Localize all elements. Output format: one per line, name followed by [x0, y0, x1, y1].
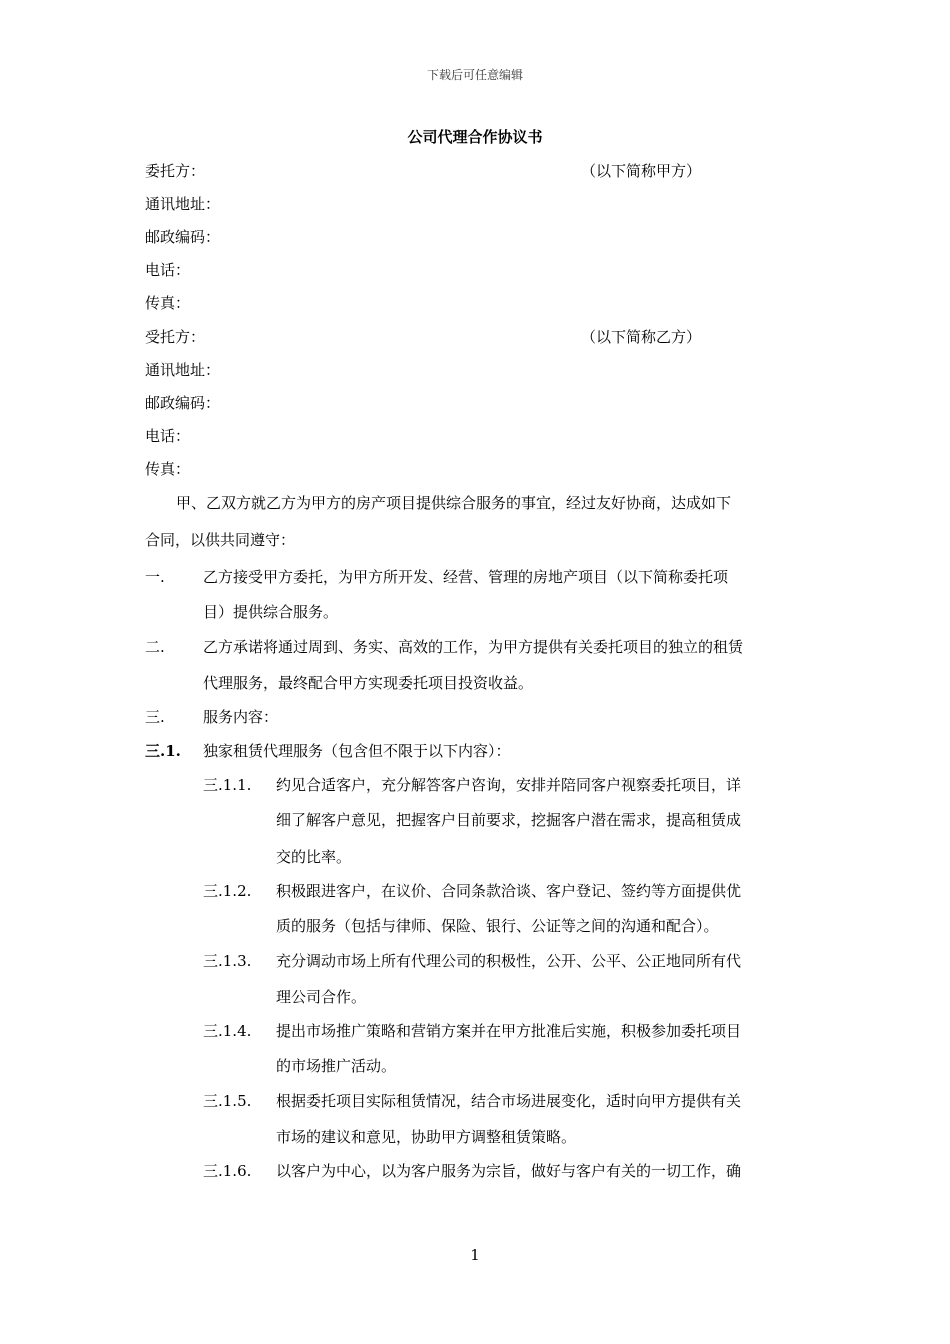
clause-text-line: 服务内容：	[203, 708, 279, 726]
item-number: 三.1.5.	[203, 1092, 252, 1110]
party-b-address: 通讯地址：	[145, 361, 221, 379]
item-text-line: 质的服务（包括与律师、保险、银行、公证等之间的沟通和配合）。	[276, 917, 719, 935]
party-b-alias: （以下简称乙方）	[581, 328, 702, 346]
party-a-address: 通讯地址：	[145, 195, 221, 213]
document-title: 公司代理合作协议书	[407, 128, 543, 146]
intro-line-1: 甲、乙双方就乙方为甲方的房产项目提供综合服务的事宜，经过友好协商，达成如下	[176, 494, 732, 512]
item-text-line: 市场的建议和意见，协助甲方调整租赁策略。	[276, 1128, 577, 1146]
intro-line-2: 合同，以供共同遵守：	[145, 531, 296, 549]
clause-text-line: 目）提供综合服务。	[203, 603, 339, 621]
party-b-fax: 传真：	[145, 460, 191, 478]
party-b-label: 受托方：	[145, 328, 206, 346]
party-a-label: 委托方：	[145, 162, 206, 180]
clause-text-line: 乙方承诺将通过周到、务实、高效的工作，为甲方提供有关委托项目的独立的租赁	[203, 638, 744, 656]
party-b-phone: 电话：	[145, 427, 191, 445]
item-number: 三.1.2.	[203, 882, 252, 900]
clause-number: 三.	[145, 708, 165, 726]
item-text-line: 细了解客户意见，把握客户目前要求，挖掘客户潜在需求，提高租赁成	[276, 811, 742, 829]
item-text-line: 约见合适客户，充分解答客户咨询，安排并陪同客户视察委托项目，详	[276, 776, 742, 794]
page-number: 1	[470, 1246, 480, 1264]
party-a-postcode: 邮政编码：	[145, 228, 221, 246]
item-number: 三.1.4.	[203, 1022, 252, 1040]
item-text-line: 交的比率。	[276, 848, 352, 866]
sub-clause-number: 三.1.	[145, 742, 181, 760]
item-number: 三.1.3.	[203, 952, 252, 970]
item-text-line: 以客户为中心，以为客户服务为宗旨，做好与客户有关的一切工作，确	[276, 1162, 742, 1180]
item-number: 三.1.1.	[203, 776, 252, 794]
party-a-phone: 电话：	[145, 261, 191, 279]
clause-number: 一.	[145, 568, 165, 586]
item-text-line: 的市场推广活动。	[276, 1057, 397, 1075]
party-a-alias: （以下简称甲方）	[581, 162, 702, 180]
item-text-line: 理公司合作。	[276, 988, 367, 1006]
party-a-fax: 传真：	[145, 294, 191, 312]
item-number: 三.1.6.	[203, 1162, 252, 1180]
item-text-line: 积极跟进客户，在议价、合同条款洽谈、客户登记、签约等方面提供优	[276, 882, 742, 900]
sub-clause-text: 独家租赁代理服务（包含但不限于以下内容）：	[203, 742, 511, 760]
item-text-line: 充分调动市场上所有代理公司的积极性，公开、公平、公正地同所有代	[276, 952, 742, 970]
clause-number: 二.	[145, 638, 165, 656]
item-text-line: 根据委托项目实际租赁情况，结合市场进展变化，适时向甲方提供有关	[276, 1092, 742, 1110]
item-text-line: 提出市场推广策略和营销方案并在甲方批准后实施，积极参加委托项目	[276, 1022, 742, 1040]
header-note: 下载后可任意编辑	[426, 68, 523, 82]
clause-text-line: 代理服务，最终配合甲方实现委托项目投资收益。	[203, 674, 534, 692]
clause-text-line: 乙方接受甲方委托，为甲方所开发、经营、管理的房地产项目（以下简称委托项	[203, 568, 729, 586]
party-b-postcode: 邮政编码：	[145, 394, 221, 412]
